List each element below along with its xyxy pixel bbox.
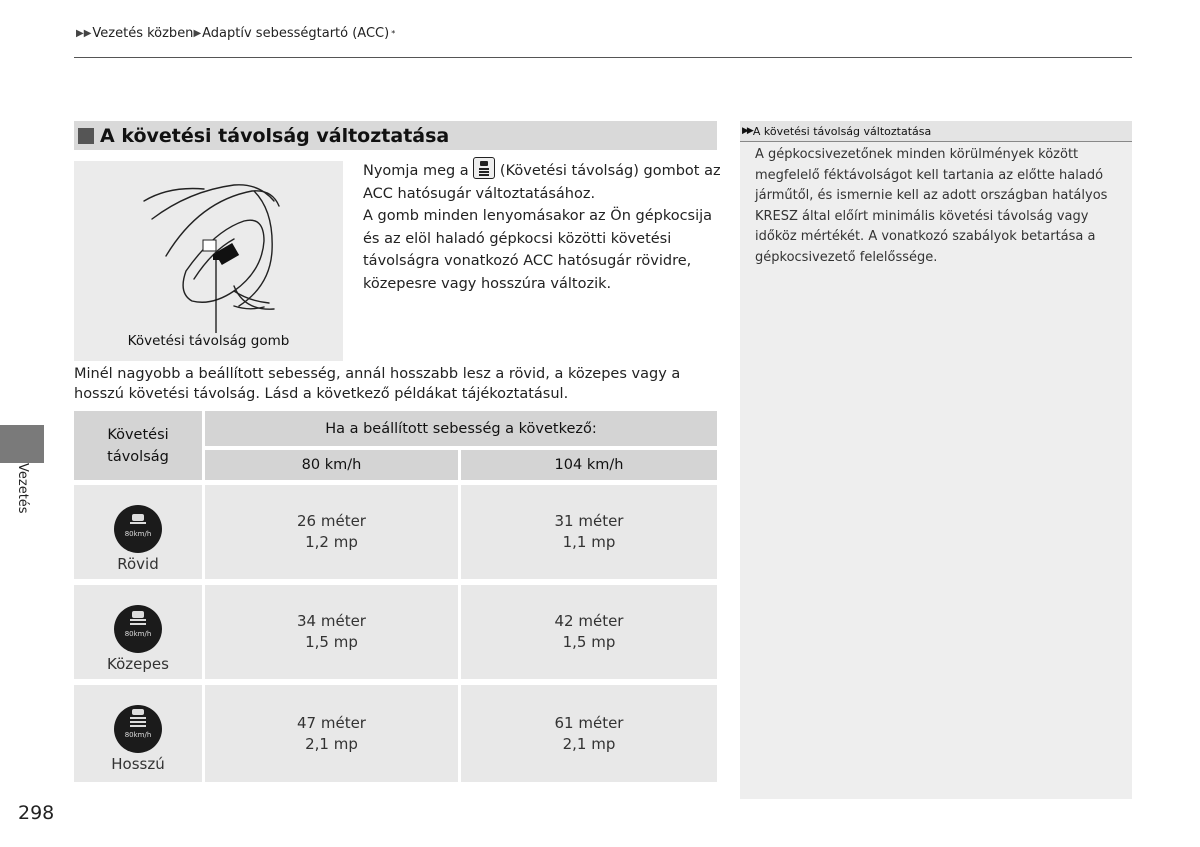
note-sidebar bbox=[740, 121, 1132, 799]
icon-speed-text: 80km/h bbox=[124, 731, 152, 739]
note-header bbox=[740, 121, 1132, 142]
table-cell-80: 26 méter 1,2 mp bbox=[205, 485, 461, 585]
section-title: A követési távolság változtatása bbox=[100, 124, 450, 147]
table-cell-80: 34 méter 1,5 mp bbox=[205, 585, 461, 685]
icon-speed-text: 80km/h bbox=[124, 530, 152, 538]
page-number: 298 bbox=[18, 802, 55, 824]
table-row-label-cell bbox=[74, 685, 205, 782]
table-cell-104: 31 méter 1,1 mp bbox=[461, 485, 717, 585]
intro-text-2: A gomb minden lenyomásakor az Ön gépkocsija és az elöl haladó gépkocsi közötti követési távolságra vonatkozó ACC hatósugár rövidre, közepesre vagy hosszúra változik. bbox=[363, 208, 713, 292]
figure-caption: Követési távolság gomb bbox=[127, 333, 290, 349]
triangle-right-icon: ▶ bbox=[193, 28, 202, 39]
note-text: A gépkocsivezetőnek minden körülmények között megfelelő féktávolságot kell tartania az előtte haladó járműtől, és ismernie kell az adott országban hatályos KRESZ által előírt minimális követési távolság vagy időköz mértékét. A vonatkozó szabályok betartása a gépkocsivezető felelőssége. bbox=[755, 147, 1108, 265]
table-row-label-cell bbox=[74, 485, 205, 585]
col-header-speed-80: 80 km/h bbox=[205, 450, 461, 485]
intro-text bbox=[363, 157, 723, 295]
chapter-tab[interactable] bbox=[0, 425, 44, 463]
distance-level-label: Rövid bbox=[117, 555, 159, 573]
chapter-tab-label: Vezetés bbox=[15, 463, 30, 514]
intro-text-a: Nyomja meg a bbox=[363, 163, 469, 179]
table-cell-104: 42 méter 1,5 mp bbox=[461, 585, 717, 685]
asterisk-mark: * bbox=[391, 29, 396, 38]
double-triangle-right-icon: ▶▶ bbox=[76, 28, 92, 39]
note-title: A követési távolság változtatása bbox=[752, 124, 932, 138]
breadcrumb-item-2[interactable]: Adaptív sebességtartó (ACC) bbox=[202, 26, 390, 41]
steering-wheel-illustration bbox=[74, 161, 343, 361]
steering-wheel-figure bbox=[74, 161, 343, 361]
col-header-distance: Követési távolság bbox=[74, 411, 205, 485]
medium-distance-icon bbox=[114, 605, 162, 653]
table-cell-104: 61 méter 2,1 mp bbox=[461, 685, 717, 782]
col-header-speed-104: 104 km/h bbox=[461, 450, 717, 485]
distance-level-label: Hosszú bbox=[111, 755, 165, 773]
breadcrumb bbox=[76, 26, 395, 41]
col-header-speed-group: Ha a beállított sebesség a következő: bbox=[205, 411, 717, 450]
distance-level-label: Közepes bbox=[107, 655, 169, 673]
table-cell-80: 47 méter 2,1 mp bbox=[205, 685, 461, 782]
following-distance-table bbox=[74, 411, 717, 782]
section-title-bar bbox=[74, 121, 717, 150]
following-distance-button-icon bbox=[473, 157, 495, 179]
speed-paragraph: Minél nagyobb a beállított sebesség, annál hosszabb lesz a rövid, a közepes vagy a hosszú követési távolság. Lásd a következő példákat tájékoztatásul. bbox=[74, 366, 681, 402]
long-distance-icon bbox=[114, 705, 162, 753]
table-row-label-cell bbox=[74, 585, 205, 685]
breadcrumb-item-1[interactable]: Vezetés közben bbox=[92, 26, 194, 41]
icon-speed-text: 80km/h bbox=[124, 630, 152, 638]
short-distance-icon bbox=[114, 505, 162, 553]
header-divider bbox=[74, 57, 1132, 58]
double-triangle-right-icon: ▶▶ bbox=[742, 126, 752, 136]
intro-text-b: (Követési távolság) gombot az ACC hatósugár változtatásához. bbox=[363, 163, 721, 202]
square-bullet-icon bbox=[78, 128, 94, 144]
